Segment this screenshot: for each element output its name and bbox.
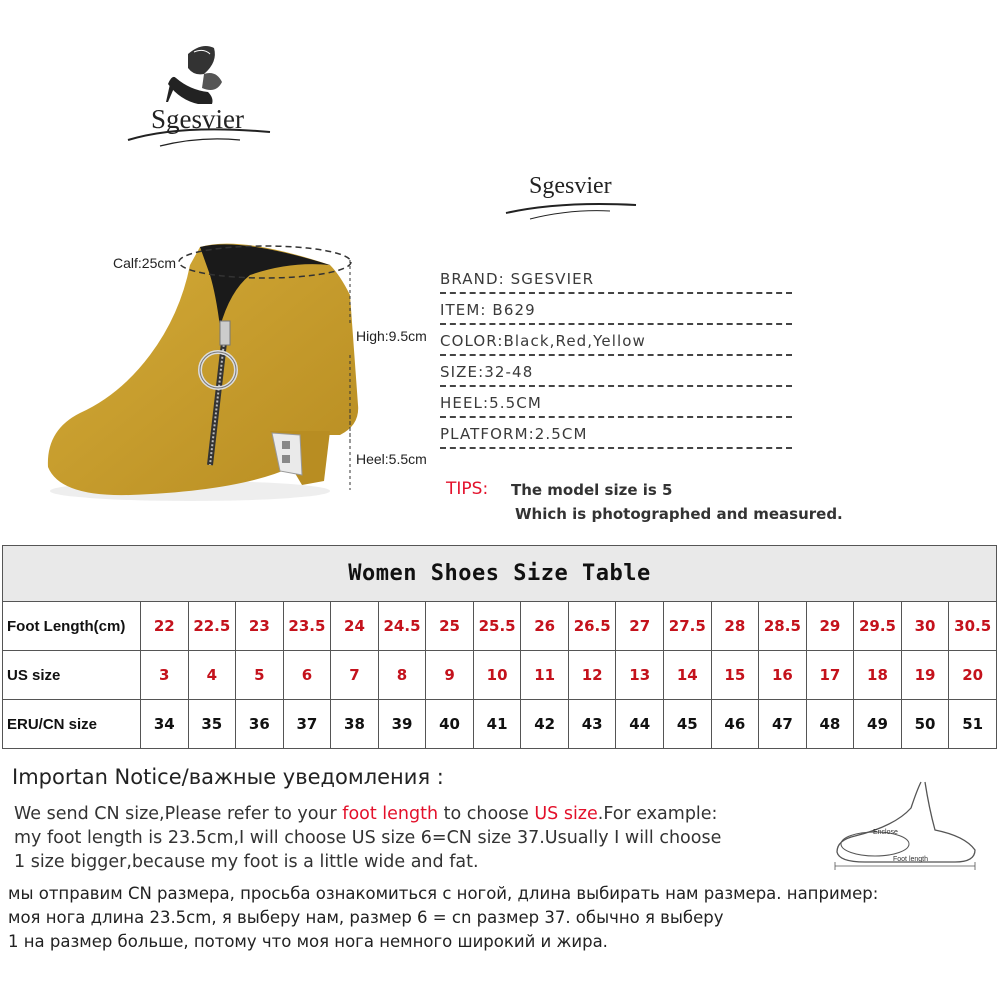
spec-brand: BRAND: SGESVIER (440, 268, 792, 294)
table-cell: 19 (901, 651, 949, 700)
table-cell: 25 (426, 602, 474, 651)
table-cell: 16 (759, 651, 807, 700)
table-cell: 44 (616, 700, 664, 749)
brand-logo-text-spec: Sgesvier (529, 173, 612, 199)
notice-highlight-foot-length: foot length (342, 804, 439, 824)
table-cell: 45 (664, 700, 712, 749)
tips-line-1: The model size is 5 (511, 481, 673, 499)
table-cell: 22.5 (188, 602, 236, 651)
table-cell: 28 (711, 602, 759, 651)
table-cell: 42 (521, 700, 569, 749)
table-cell: 13 (616, 651, 664, 700)
heel-label: Heel:5.5cm (356, 451, 427, 467)
notice-ru-line-2: моя нога длина 23.5cm, я выберу нам, размер 6 = cn размер 37. обычно я выберу (8, 908, 724, 927)
table-row-header: US size (3, 651, 141, 700)
notice-title: Importan Notice/важные уведомления : (12, 765, 444, 789)
table-cell: 26.5 (568, 602, 616, 651)
table-row-header: ERU/CN size (3, 700, 141, 749)
shoe-butterfly-icon (120, 40, 280, 160)
table-cell: 11 (521, 651, 569, 700)
table-cell: 22 (141, 602, 189, 651)
table-cell: 29 (806, 602, 854, 651)
table-cell: 38 (331, 700, 379, 749)
table-cell: 8 (378, 651, 426, 700)
table-cell: 7 (331, 651, 379, 700)
table-cell: 23 (236, 602, 284, 651)
table-row (3, 700, 997, 749)
notice-en-line-2: my foot length is 23.5cm,I will choose US size 6=CN size 37.Usually I will choose (14, 828, 722, 848)
measure-lines (340, 240, 360, 490)
table-row-header: Foot Length(cm) (3, 602, 141, 651)
tips-label: TIPS: (446, 479, 489, 499)
table-cell: 17 (806, 651, 854, 700)
table-cell: 27 (616, 602, 664, 651)
spec-item: ITEM: B629 (440, 299, 792, 325)
table-cell: 3 (141, 651, 189, 700)
table-cell: 27.5 (664, 602, 712, 651)
table-cell: 34 (141, 700, 189, 749)
table-cell: 47 (759, 700, 807, 749)
table-cell: 49 (854, 700, 902, 749)
notice-en-text: We send CN size,Please refer to your (14, 804, 343, 824)
table-cell: 39 (378, 700, 426, 749)
notice-en-text: to choose (438, 804, 535, 824)
table-cell: 36 (236, 700, 284, 749)
table-cell: 30.5 (949, 602, 997, 651)
table-cell: 29.5 (854, 602, 902, 651)
table-cell: 26 (521, 602, 569, 651)
table-cell: 46 (711, 700, 759, 749)
table-cell: 6 (283, 651, 331, 700)
table-cell: 50 (901, 700, 949, 749)
notice-ru-line-3: 1 на размер больше, потому что моя нога немного широкий и жира. (8, 932, 608, 951)
calf-label: Calf:25cm (113, 255, 177, 271)
table-cell: 12 (568, 651, 616, 700)
brand-logo-top (120, 40, 280, 160)
table-cell: 23.5 (283, 602, 331, 651)
calf-measure-ellipse (175, 242, 355, 282)
tips-line-2: Which is photographed and measured. (515, 505, 843, 523)
table-cell: 28.5 (759, 602, 807, 651)
foot-label-length: Foot length (893, 856, 929, 863)
spec-platform: PLATFORM:2.5CM (440, 423, 792, 449)
table-cell: 35 (188, 700, 236, 749)
foot-label-enclose: Enclose (873, 829, 898, 836)
table-cell: 37 (283, 700, 331, 749)
size-table (2, 545, 997, 749)
spec-size: SIZE:32-48 (440, 361, 792, 387)
notice-highlight-us-size: US size (534, 804, 598, 824)
table-cell: 51 (949, 700, 997, 749)
table-cell: 40 (426, 700, 474, 749)
notice-en-line-1 (14, 804, 717, 824)
table-cell: 25.5 (473, 602, 521, 651)
notice-en-line-3: 1 size bigger,because my foot is a little wide and fat. (14, 852, 479, 872)
table-row (3, 651, 997, 700)
table-cell: 41 (473, 700, 521, 749)
table-cell: 20 (949, 651, 997, 700)
table-cell: 15 (711, 651, 759, 700)
table-row (3, 602, 997, 651)
table-cell: 9 (426, 651, 474, 700)
notice-ru-line-1: мы отправим CN размера, просьба ознакомиться с ногой, длина выбирать нам размера. например: (8, 884, 879, 903)
table-cell: 18 (854, 651, 902, 700)
table-cell: 24.5 (378, 602, 426, 651)
spec-heel: HEEL:5.5CM (440, 392, 792, 418)
table-cell: 30 (901, 602, 949, 651)
table-cell: 10 (473, 651, 521, 700)
table-cell: 43 (568, 700, 616, 749)
table-cell: 24 (331, 602, 379, 651)
notice-en-text: .For example: (597, 804, 718, 824)
table-cell: 14 (664, 651, 712, 700)
high-label: High:9.5cm (356, 328, 427, 344)
table-cell: 5 (236, 651, 284, 700)
table-cell: 48 (806, 700, 854, 749)
spec-color: COLOR:Black,Red,Yellow (440, 330, 792, 356)
brand-logo-text-top: Sgesvier (151, 104, 244, 134)
table-cell: 4 (188, 651, 236, 700)
size-table-title: Women Shoes Size Table (3, 546, 997, 602)
